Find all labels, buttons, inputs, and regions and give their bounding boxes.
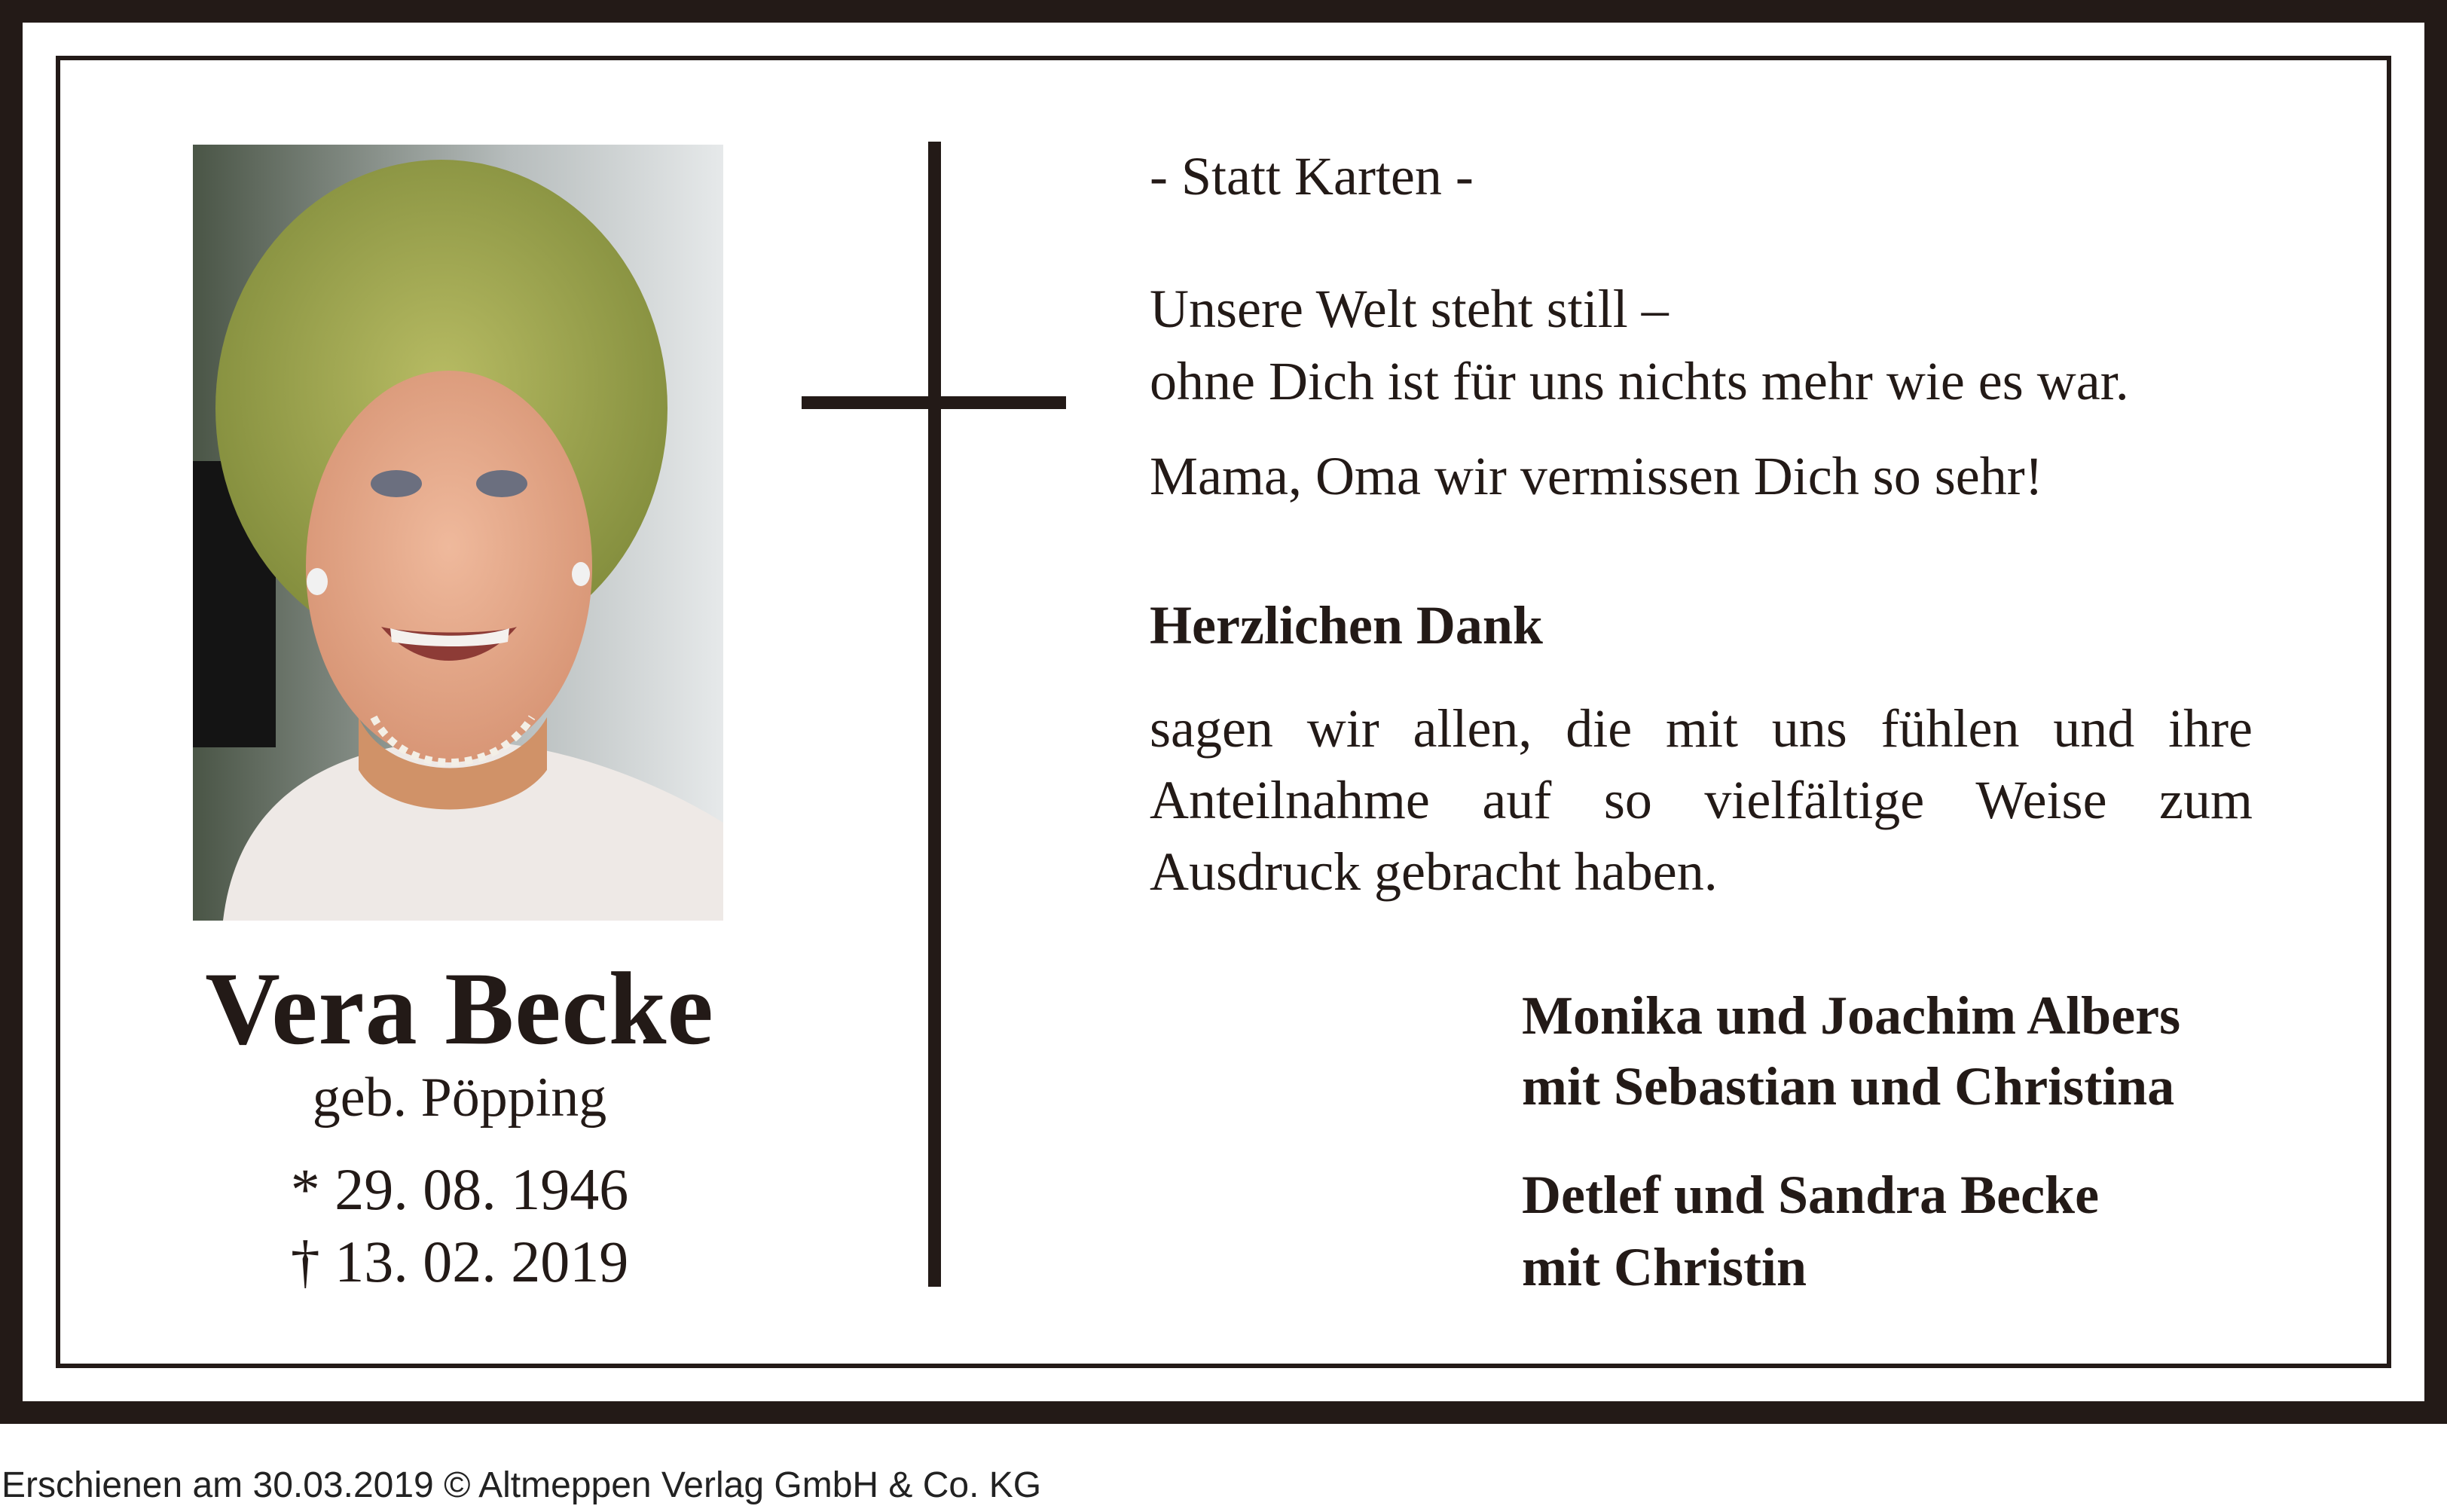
death-date: † 13. 02. 2019	[290, 1229, 629, 1294]
verse-line-3: Mama, Oma wir vermissen Dich so sehr!	[1150, 446, 2043, 506]
deceased-name: Vera Becke	[205, 951, 714, 1066]
thanks-paragraph: sagen wir allen, die mit uns fühlen und ihre Anteilnahme auf so vielfältige Weise zum Ausdruck gebracht haben.	[1150, 698, 2253, 902]
maiden-name: geb. Pöpping	[312, 1067, 607, 1129]
thanks-heading: Herzlichen Dank	[1150, 595, 1543, 655]
portrait-photo	[193, 145, 723, 921]
cross-icon-horizontal-beam	[802, 396, 1066, 409]
birth-date: * 29. 08. 1946	[290, 1156, 629, 1222]
statt-karten-label: - Statt Karten -	[1150, 146, 1474, 206]
signatory-family-2-line-1: Detlef und Sandra Becke	[1522, 1165, 2100, 1225]
verse-line-1: Unsere Welt steht still –	[1150, 279, 1669, 339]
verse-line-2: ohne Dich ist für uns nichts mehr wie es war.	[1150, 351, 2129, 411]
cross-icon-vertical-beam	[928, 142, 941, 1287]
signatory-family-2-line-2: mit Christin	[1522, 1237, 1807, 1297]
signatory-family-1-line-1: Monika und Joachim Albers	[1522, 985, 2181, 1046]
signatory-family-1-line-2: mit Sebastian und Christina	[1522, 1056, 2175, 1116]
publication-footer: Erschienen am 30.03.2019 © Altmeppen Verlag GmbH & Co. KG	[2, 1465, 1042, 1505]
